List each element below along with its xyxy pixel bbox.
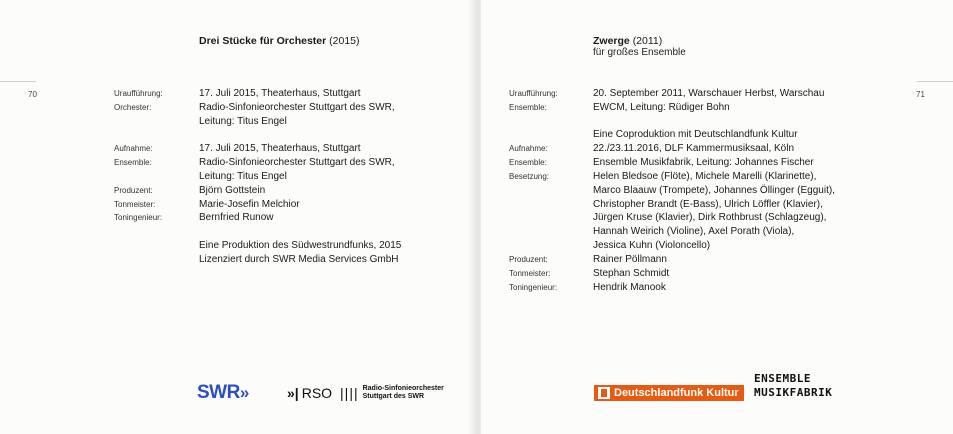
dlf-mark-icon: [598, 387, 610, 399]
work-title-name: Drei Stücke für Orchester: [199, 35, 327, 47]
work-title-name: Zwerge: [593, 35, 630, 47]
credit-label: Tonmeister:: [509, 269, 551, 278]
credit-label: Toningenieur:: [509, 283, 558, 292]
credit-label: Ensemble:: [509, 103, 547, 112]
work-title-year: (2011): [632, 35, 663, 47]
credit-value: 20. September 2011, Warschauer Herbst, Warschau: [593, 88, 825, 99]
swr-arrows-icon: »: [239, 383, 249, 402]
credit-value: EWCM, Leitung: Rüdiger Bohn: [593, 102, 730, 113]
work-title-year: (2015): [329, 35, 360, 47]
swr-logo-text: SWR: [197, 382, 240, 403]
credit-label: Aufnahme:: [114, 144, 153, 153]
license-note: Lizenziert durch SWR Media Services GmbH: [199, 254, 399, 265]
credit-label: Ensemble:: [509, 158, 547, 167]
credit-value: Jessica Kuhn (Violoncello): [593, 240, 711, 251]
credit-value: Radio-Sinfonieorchester Stuttgart des SWR,: [199, 102, 395, 113]
credit-label: Orchester:: [114, 103, 152, 112]
credit-value: Leitung: Titus Engel: [199, 171, 287, 182]
ensemble-musikfabrik-logo: [754, 372, 832, 400]
credit-value: 17. Juli 2015, Theaterhaus, Stuttgart: [199, 143, 361, 154]
work-subtitle: für großes Ensemble: [593, 47, 686, 58]
credit-label: Ensemble:: [114, 158, 152, 167]
swr-logo: [197, 382, 249, 404]
credit-label: Toningenieur:: [114, 213, 163, 222]
work-title: [199, 34, 360, 48]
credit-label: Aufnahme:: [509, 144, 548, 153]
page-number: 71: [916, 90, 925, 99]
rso-bars-icon: ||||: [340, 385, 359, 401]
credit-value: Jürgen Kruse (Klavier), Dirk Rothbrust (Schlagzeug),: [593, 212, 827, 223]
credit-label: Tonmeister:: [114, 200, 156, 209]
credit-value: Leitung: Titus Engel: [199, 116, 287, 127]
production-note: Eine Produktion des Südwestrundfunks, 2015: [199, 240, 402, 251]
emf-line1: ENSEMBLE: [754, 372, 811, 385]
credit-label: Uraufführung:: [114, 89, 163, 98]
credit-value: Ensemble Musikfabrik, Leitung: Johannes Fischer: [593, 157, 814, 168]
credit-label: Besetzung:: [509, 172, 550, 181]
rso-name: [363, 385, 444, 401]
credit-value: Björn Gottstein: [199, 185, 266, 196]
rso-arrows-icon: »|: [287, 385, 299, 401]
credit-value: 17. Juli 2015, Theaterhaus, Stuttgart: [199, 88, 361, 99]
rso-name-line2: Stuttgart des SWR: [362, 393, 425, 400]
credit-value: Marco Blaauw (Trompete), Johannes Öllinger (Egguit),: [593, 185, 835, 196]
credit-value: Helen Bledsoe (Flöte), Michele Marelli (Klarinette),: [593, 171, 817, 182]
deutschlandfunk-kultur-logo: [594, 385, 744, 401]
dlf-logo-text: Deutschlandfunk Kultur: [614, 387, 739, 399]
credit-label: Produzent:: [509, 255, 548, 264]
page-number: 70: [28, 90, 37, 99]
work-title: [593, 34, 662, 48]
left-page: [0, 0, 472, 434]
credit-value: Marie-Josefin Melchior: [199, 199, 300, 210]
credit-value: Stephan Schmidt: [593, 268, 670, 279]
credit-value: 22./23.11.2016, DLF Kammermusiksaal, Köln: [593, 143, 795, 154]
emf-line2: MUSIKFABRIK: [754, 386, 833, 399]
page-rule: [0, 81, 36, 82]
right-page: [481, 0, 953, 434]
coproduction-note: Eine Coproduktion mit Deutschlandfunk Kultur: [593, 129, 798, 140]
credit-label: Uraufführung:: [509, 89, 558, 98]
credit-value: Rainer Pöllmann: [593, 254, 667, 265]
credit-value: Bernfried Runow: [199, 212, 274, 223]
rso-logo: [287, 385, 444, 401]
rso-name-line1: Radio-Sinfonieorchester: [362, 385, 444, 392]
rso-logo-text: RSO: [301, 385, 333, 401]
credit-value: Radio-Sinfonieorchester Stuttgart des SWR,: [199, 157, 395, 168]
page-rule: [917, 81, 953, 82]
credit-value: Christopher Brandt (E-Bass), Ulrich Löffler (Klavier),: [593, 199, 823, 210]
credit-value: Hannah Weirich (Violine), Axel Porath (Viola),: [593, 226, 795, 237]
credit-label: Produzent:: [114, 186, 153, 195]
credit-value: Hendrik Manook: [593, 282, 666, 293]
